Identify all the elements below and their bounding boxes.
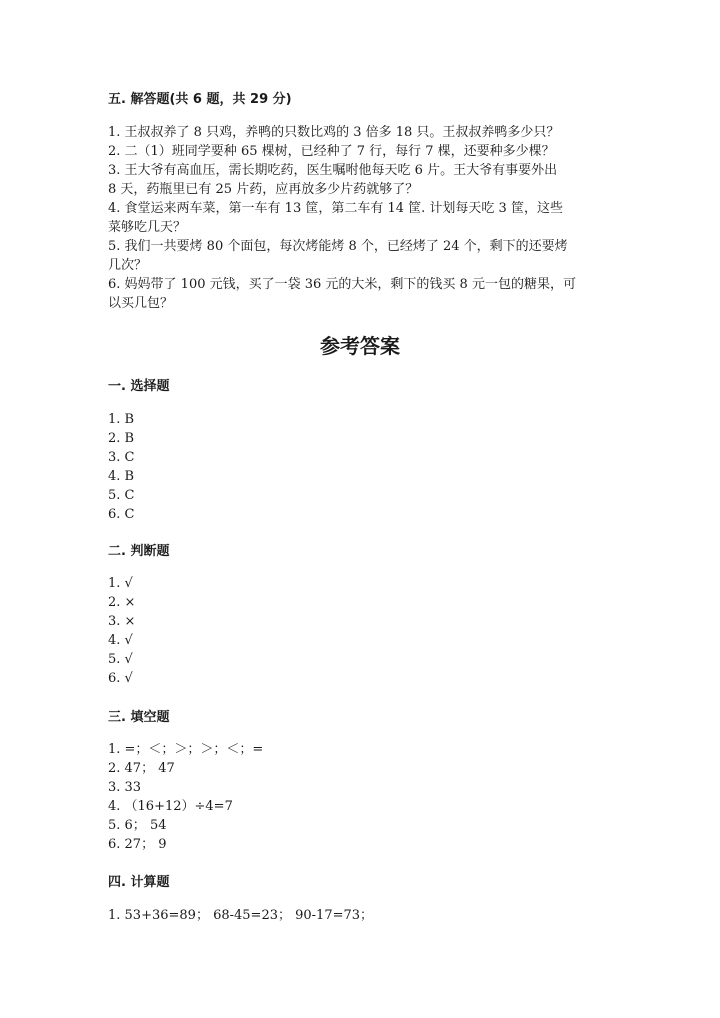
answers-section-4-list [108,906,373,925]
answer-item: 5. 6； 54 [108,818,167,833]
answer-item: 4. B [108,469,135,484]
answer-item: 6. √ [108,671,133,686]
problem-line: 以买几包？ [108,296,174,311]
answer-item: 1. 53+36=89； 68-45=23； 90-17=73； [108,908,374,923]
answer-item: 5. √ [108,652,133,667]
answer-item: 3. × [108,614,136,629]
answers-section-1-heading: 一. 选择题 [108,379,170,394]
answer-item: 6. 27； 9 [108,837,167,852]
answer-item: 6. C [108,507,135,522]
problem-line: 6. 妈妈带了 100 元钱，买了一袋 36 元的大米，剩下的钱买 8 元一包的糖果，可 [108,277,576,292]
answer-item: 3. 33 [108,780,142,795]
answer-item: 1. √ [108,576,133,591]
answers-section-3-heading: 三. 填空题 [108,710,170,725]
answers-section-2-list [108,574,135,688]
problem-line: 几次？ [108,258,148,273]
problem-line: 3. 王大爷有高血压，需长期吃药，医生嘱咐他每天吃 6 片。王大爷有事要外出 [108,163,558,178]
answers-section-1-list [108,410,134,524]
problem-line: 4. 食堂运来两车菜，第一车有 13 筐，第二车有 14 筐. 计划每天吃 3 筐，这些 [108,201,563,216]
answer-item: 4. √ [108,633,133,648]
answer-item: 2. × [108,595,136,610]
answer-item: 2. 47； 47 [108,761,175,776]
problem-line: 8 天，药瓶里已有 25 片药，应再放多少片药就够了？ [108,182,419,197]
answer-item: 4. （16+12）÷4=7 [108,799,233,814]
answers-section-3-list [108,740,263,854]
problem-line: 菜够吃几天？ [108,220,187,235]
answer-item: 1. =；＜；＞；＞；＜；= [108,742,264,757]
problem-line: 5. 我们一共要烤 80 个面包，每次烤能烤 8 个，已经烤了 24 个，剩下的还要烤 [108,239,568,254]
answers-title: 参考答案 [320,334,400,358]
answer-item: 3. C [108,450,135,465]
answers-section-4-heading: 四. 计算题 [108,875,170,890]
answers-section-2-heading: 二. 判断题 [108,544,170,559]
section-5-heading: 五. 解答题(共 6 题，共 29 分) [108,92,292,107]
problem-line: 2. 二（1）班同学要种 65 棵树，已经种了 7 行，每行 7 棵，还要种多少棵？ [108,144,555,159]
problem-line: 1. 王叔叔养了 8 只鸡，养鸭的只数比鸡的 3 倍多 18 只。王叔叔养鸭多少只？ [108,125,560,140]
answer-item: 5. C [108,488,135,503]
answer-item: 1. B [108,412,135,427]
answer-item: 2. B [108,431,135,446]
